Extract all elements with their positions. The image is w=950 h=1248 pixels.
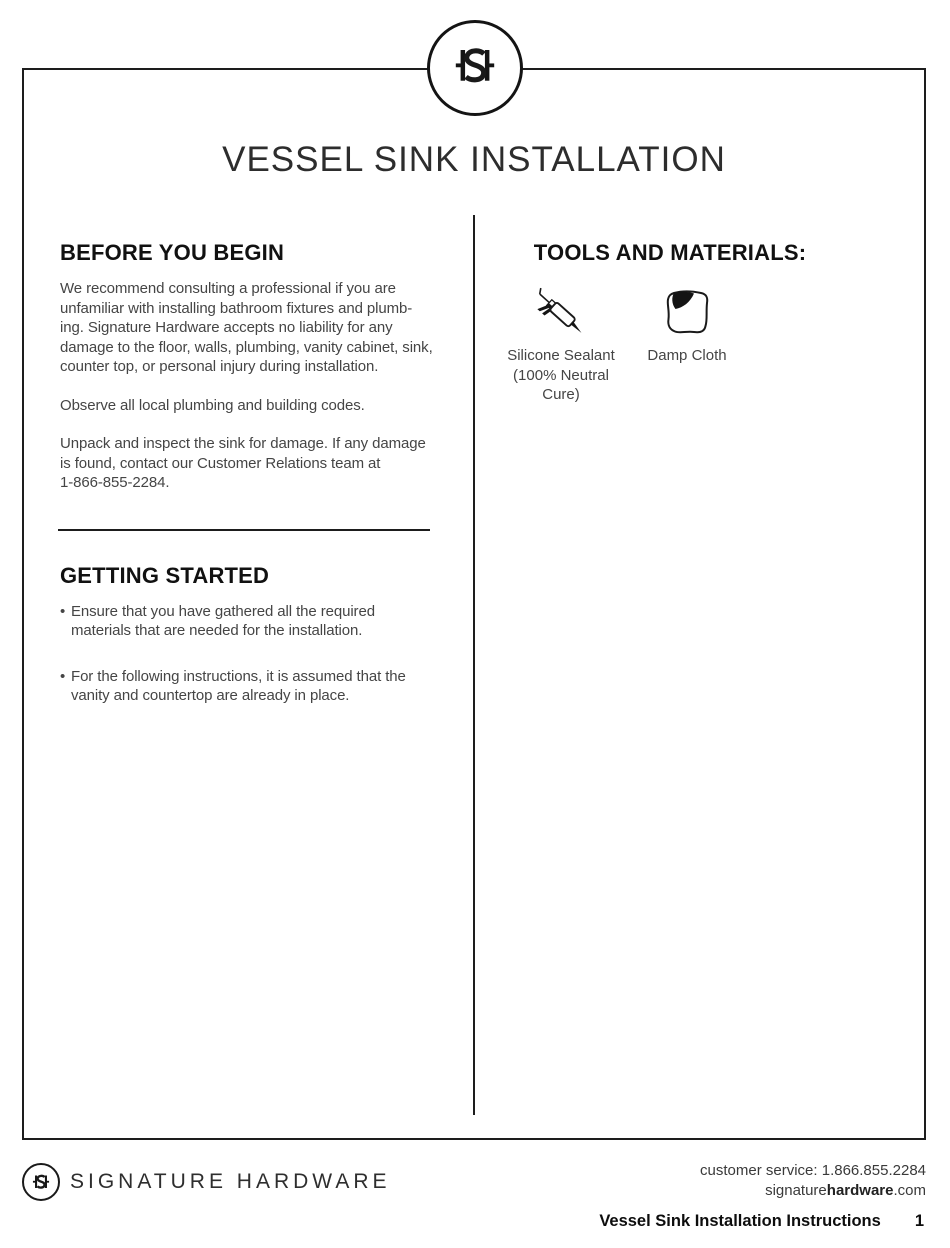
column-divider [473, 215, 475, 1115]
website-line [700, 1181, 926, 1201]
damp-cloth-icon [661, 280, 713, 344]
tools-and-materials-heading: TOOLS AND MATERIALS: [533, 240, 807, 265]
footer-doc-line [599, 1212, 924, 1231]
doc-title: Vessel Sink Installation Instructions [599, 1212, 881, 1230]
list-item [60, 602, 438, 641]
footer-brand-name: SIGNATURE HARDWARE [70, 1170, 391, 1193]
left-column [60, 240, 438, 706]
sh-monogram-icon [443, 34, 507, 103]
tool-damp-cloth [637, 280, 737, 405]
bullet-icon: • [60, 667, 66, 685]
bullet-icon: • [60, 602, 66, 620]
customer-service-line: customer service: 1.866.855.2284 [700, 1162, 926, 1179]
inspect-paragraph: Unpack and inspect the sink for damage. If any damage is found, contact our Customer Relations team at 1-866-855-2284. [60, 435, 426, 491]
footer-contact [700, 1161, 926, 1201]
bullet-text: For the following instructions, it is assumed that the vanity and countertop are already in place. [71, 667, 406, 704]
footer-brand [22, 1163, 391, 1201]
website-suffix: .com [893, 1182, 926, 1199]
before-you-begin-heading: BEFORE YOU BEGIN [60, 240, 285, 265]
tool-silicone-sealant [500, 280, 622, 405]
tool-label: Damp Cloth [647, 347, 727, 364]
page-number: 1 [914, 1212, 924, 1230]
section-divider [58, 529, 430, 531]
list-item [60, 667, 438, 706]
signature-hardware-logo [427, 20, 523, 116]
page-title: VESSEL SINK INSTALLATION [222, 140, 726, 179]
tools-row [500, 280, 840, 405]
website-bold: hardware [826, 1182, 894, 1199]
sh-monogram-icon [22, 1163, 60, 1201]
bullet-text: Ensure that you have gathered all the required materials that are needed for the installation. [71, 602, 375, 639]
getting-started-heading: GETTING STARTED [60, 562, 270, 588]
codes-paragraph: Observe all local plumbing and building codes. [60, 396, 365, 414]
liability-paragraph: We recommend consulting a professional if you are unfamiliar with installing bathroom fixtures and plumb- ing. Signature Hardware accepts no liability for any damage to the floor, walls, plumbing, vanity cabinet, sink, counter top, or personal injury during installation. [60, 280, 433, 375]
right-column [500, 240, 840, 405]
tool-label: Silicone Sealant (100% Neutral Cure) [507, 347, 615, 403]
website-prefix: signature [765, 1182, 827, 1199]
caulk-gun-icon [522, 280, 600, 344]
